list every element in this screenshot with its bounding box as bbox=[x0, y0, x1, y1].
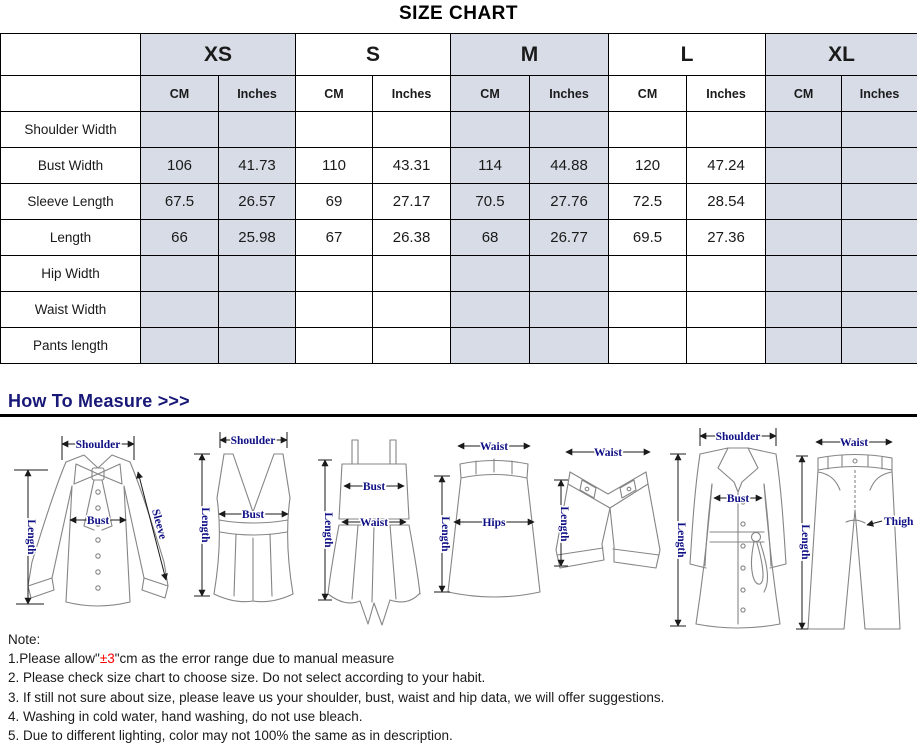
dress-measures bbox=[318, 460, 406, 600]
pants-outline bbox=[808, 455, 900, 630]
value-cell bbox=[842, 148, 917, 184]
unit-header-cell: Inches bbox=[530, 76, 609, 112]
value-cell: 27.36 bbox=[687, 220, 766, 256]
value-cell: 27.17 bbox=[373, 184, 451, 220]
value-cell bbox=[842, 328, 917, 364]
value-cell: 68 bbox=[451, 220, 530, 256]
note-1-suffix: "cm as the error range due to manual measure bbox=[114, 651, 395, 667]
value-cell bbox=[141, 292, 219, 328]
value-cell bbox=[296, 112, 373, 148]
value-cell bbox=[687, 328, 766, 364]
tank-top-outline bbox=[214, 454, 293, 602]
row-label-cell: Pants length bbox=[1, 328, 141, 364]
value-cell bbox=[373, 292, 451, 328]
note-line-2: 2. Please check size chart to choose size. Do not select according to your habit. bbox=[8, 670, 486, 686]
value-cell: 41.73 bbox=[219, 148, 296, 184]
value-cell bbox=[766, 148, 842, 184]
size-header-cell: L bbox=[609, 34, 766, 76]
dress-length-label: Length bbox=[322, 512, 334, 548]
note-line-1 bbox=[8, 649, 664, 668]
corner-cell bbox=[1, 76, 141, 112]
value-cell bbox=[766, 184, 842, 220]
value-cell: 26.77 bbox=[530, 220, 609, 256]
value-cell bbox=[219, 292, 296, 328]
unit-header-cell: CM bbox=[766, 76, 842, 112]
page-title: SIZE CHART bbox=[399, 3, 518, 24]
value-cell: 25.98 bbox=[219, 220, 296, 256]
diagram-blouse bbox=[4, 424, 188, 630]
diagram-shorts bbox=[552, 424, 664, 630]
value-cell bbox=[296, 328, 373, 364]
skirt-length-label: Length bbox=[439, 516, 451, 552]
value-cell bbox=[219, 112, 296, 148]
value-cell: 110 bbox=[296, 148, 373, 184]
value-cell bbox=[766, 256, 842, 292]
value-cell bbox=[141, 112, 219, 148]
value-cell bbox=[842, 184, 917, 220]
unit-header-cell: CM bbox=[141, 76, 219, 112]
unit-header-cell: Inches bbox=[842, 76, 917, 112]
coat-outline bbox=[690, 448, 786, 628]
blouse-sleeve-label: Sleeve bbox=[149, 507, 169, 541]
blouse-shoulder-label: Shoulder bbox=[75, 439, 121, 451]
value-cell bbox=[609, 292, 687, 328]
diagram-dress bbox=[316, 424, 432, 630]
size-header-cell: M bbox=[451, 34, 609, 76]
size-chart-table bbox=[0, 33, 917, 364]
value-cell: 27.76 bbox=[530, 184, 609, 220]
table-row bbox=[1, 184, 917, 220]
value-cell: 106 bbox=[141, 148, 219, 184]
value-cell bbox=[451, 112, 530, 148]
skirt-measures bbox=[434, 441, 534, 592]
note-line-4: 4. Washing in cold water, hand washing, do not use bleach. bbox=[8, 708, 363, 724]
value-cell bbox=[687, 256, 766, 292]
value-cell: 69.5 bbox=[609, 220, 687, 256]
measure-diagrams bbox=[0, 424, 917, 640]
value-cell bbox=[141, 328, 219, 364]
notes-section bbox=[8, 630, 664, 745]
shorts-outline bbox=[556, 472, 660, 568]
unit-header-cell: Inches bbox=[687, 76, 766, 112]
value-cell: 26.57 bbox=[219, 184, 296, 220]
row-label-cell: Hip Width bbox=[1, 256, 141, 292]
unit-header-cell: CM bbox=[451, 76, 530, 112]
size-header-row bbox=[1, 34, 917, 76]
value-cell bbox=[296, 256, 373, 292]
note-1-prefix: 1.Please allow" bbox=[8, 651, 100, 667]
row-label-cell: Waist Width bbox=[1, 292, 141, 328]
value-cell bbox=[219, 256, 296, 292]
table-row bbox=[1, 148, 917, 184]
row-label-cell: Sleeve Length bbox=[1, 184, 141, 220]
tank-shoulder-label: Shoulder bbox=[230, 435, 276, 447]
value-cell bbox=[609, 256, 687, 292]
dress-waist-label: Waist bbox=[359, 517, 389, 529]
value-cell bbox=[296, 292, 373, 328]
value-cell bbox=[451, 328, 530, 364]
value-cell bbox=[687, 292, 766, 328]
value-cell bbox=[609, 112, 687, 148]
value-cell: 43.31 bbox=[373, 148, 451, 184]
table-row bbox=[1, 292, 917, 328]
value-cell: 67 bbox=[296, 220, 373, 256]
note-line-5: 5. Due to different lighting, color may not 100% the same as in description. bbox=[8, 728, 453, 744]
value-cell: 70.5 bbox=[451, 184, 530, 220]
tank-length-label: Length bbox=[199, 507, 211, 543]
value-cell bbox=[373, 256, 451, 292]
row-label-cell: Bust Width bbox=[1, 148, 141, 184]
value-cell bbox=[373, 112, 451, 148]
divider-rule bbox=[0, 414, 917, 417]
corner-cell bbox=[1, 34, 141, 76]
value-cell bbox=[842, 292, 917, 328]
dress-outline bbox=[328, 440, 420, 625]
value-cell: 114 bbox=[451, 148, 530, 184]
blouse-outline bbox=[28, 455, 168, 606]
coat-shoulder-label: Shoulder bbox=[715, 431, 761, 443]
value-cell bbox=[687, 112, 766, 148]
value-cell bbox=[842, 112, 917, 148]
table-row bbox=[1, 220, 917, 256]
coat-length-label: Length bbox=[675, 522, 687, 558]
unit-header-cell: Inches bbox=[373, 76, 451, 112]
size-header-cell: XS bbox=[141, 34, 296, 76]
value-cell: 28.54 bbox=[687, 184, 766, 220]
tank-top-measures bbox=[194, 432, 288, 596]
diagram-skirt bbox=[432, 424, 552, 630]
value-cell: 72.5 bbox=[609, 184, 687, 220]
row-label-cell: Shoulder Width bbox=[1, 112, 141, 148]
value-cell bbox=[766, 112, 842, 148]
value-cell: 69 bbox=[296, 184, 373, 220]
value-cell bbox=[609, 328, 687, 364]
value-cell bbox=[530, 292, 609, 328]
pants-length-label: Length bbox=[799, 524, 811, 560]
value-cell: 120 bbox=[609, 148, 687, 184]
size-header-cell: XL bbox=[766, 34, 917, 76]
value-cell bbox=[766, 328, 842, 364]
value-cell: 66 bbox=[141, 220, 219, 256]
value-cell bbox=[766, 220, 842, 256]
value-cell: 44.88 bbox=[530, 148, 609, 184]
table-row bbox=[1, 328, 917, 364]
value-cell bbox=[842, 220, 917, 256]
note-line-3: 3. If still not sure about size, please leave us your shoulder, bust, waist and hip data, we will offer suggestions. bbox=[8, 689, 665, 705]
unit-header-row bbox=[1, 76, 917, 112]
value-cell: 47.24 bbox=[687, 148, 766, 184]
pants-thigh-label: Thigh bbox=[884, 516, 914, 528]
table-row bbox=[1, 256, 917, 292]
row-label-cell: Length bbox=[1, 220, 141, 256]
skirt-hips-label: Hips bbox=[482, 517, 506, 529]
diagram-tank-top bbox=[190, 424, 316, 630]
value-cell bbox=[451, 256, 530, 292]
unit-header-cell: CM bbox=[609, 76, 687, 112]
unit-header-cell: Inches bbox=[219, 76, 296, 112]
skirt-waist-label: Waist bbox=[479, 441, 509, 453]
how-to-measure-heading: How To Measure >>> bbox=[8, 391, 190, 411]
coat-bust-label: Bust bbox=[726, 493, 750, 505]
notes-heading: Note: bbox=[8, 632, 41, 647]
dress-bust-label: Bust bbox=[362, 481, 386, 493]
value-cell bbox=[842, 256, 917, 292]
tank-bust-label: Bust bbox=[241, 509, 265, 521]
shorts-waist-label: Waist bbox=[593, 447, 623, 459]
diagram-pants bbox=[794, 424, 917, 640]
value-cell bbox=[530, 112, 609, 148]
value-cell bbox=[451, 292, 530, 328]
blouse-length-label: Length bbox=[25, 519, 37, 555]
pants-waist-label: Waist bbox=[839, 437, 869, 449]
shorts-length-label: Length bbox=[558, 506, 570, 542]
note-1-tolerance: ±3 bbox=[99, 651, 115, 667]
unit-header-cell: CM bbox=[296, 76, 373, 112]
value-cell bbox=[530, 328, 609, 364]
value-cell bbox=[530, 256, 609, 292]
value-cell bbox=[141, 256, 219, 292]
value-cell: 26.38 bbox=[373, 220, 451, 256]
value-cell bbox=[373, 328, 451, 364]
blouse-bust-label: Bust bbox=[86, 515, 110, 527]
value-cell: 67.5 bbox=[141, 184, 219, 220]
diagram-coat bbox=[664, 424, 794, 634]
size-header-cell: S bbox=[296, 34, 451, 76]
value-cell bbox=[219, 328, 296, 364]
value-cell bbox=[766, 292, 842, 328]
table-row bbox=[1, 112, 917, 148]
